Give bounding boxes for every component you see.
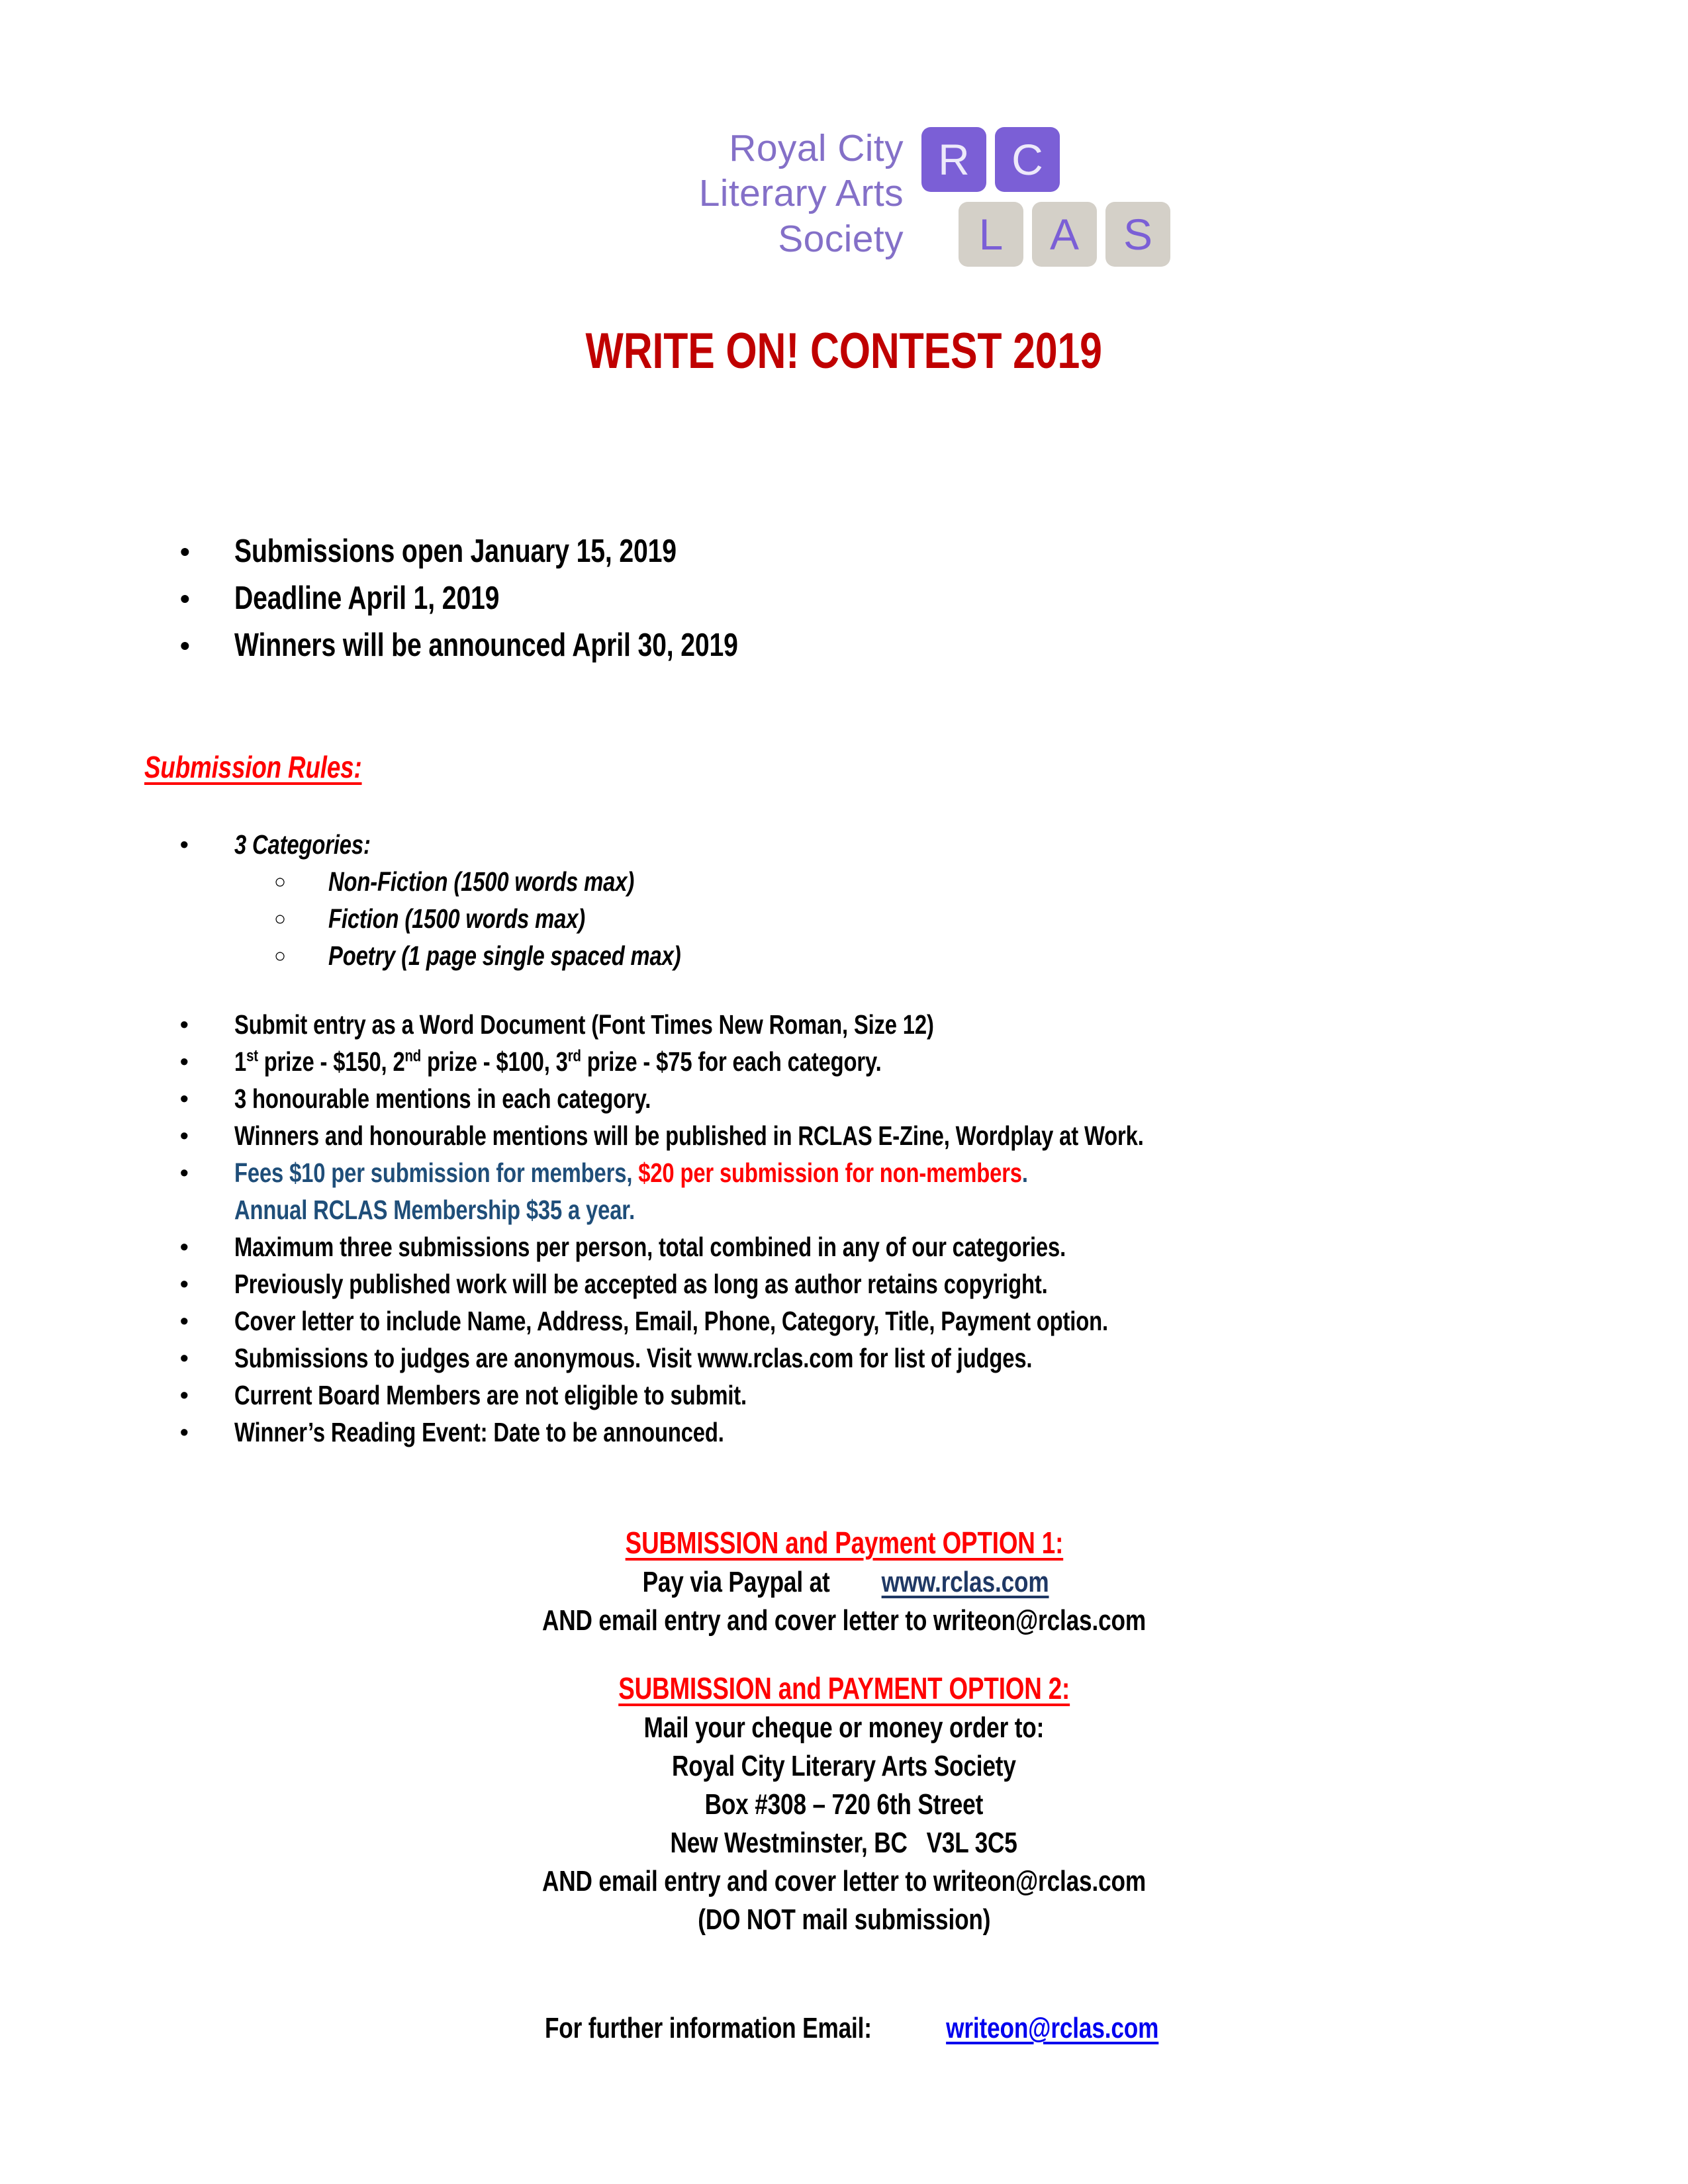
- membership-text: Annual RCLAS Membership $35 a year.: [234, 1195, 635, 1225]
- bullet-disc-icon: •: [180, 536, 190, 567]
- rule-text-fees: [234, 1154, 1028, 1191]
- bullet-disc-icon: •: [180, 1122, 189, 1149]
- contact-email-link[interactable]: writeon@rclas.com: [946, 2012, 1159, 2044]
- rule-text: Cover letter to include Name, Address, Email, Phone, Category, Title, Payment option.: [234, 1306, 1108, 1336]
- bullet-disc-icon: •: [180, 630, 190, 661]
- rclas-logo: [599, 126, 1153, 285]
- bullet-disc-icon: •: [180, 1159, 189, 1186]
- submission-option-1: [0, 1522, 1688, 1640]
- option-2-heading: [0, 1668, 1688, 1709]
- rule-text: Current Board Members are not eligible to submit.: [234, 1380, 747, 1410]
- logo-wordmark-line-3: Society: [778, 217, 904, 260]
- category-text: Non-Fiction (1500 words max): [328, 866, 635, 897]
- key-date-text: Submissions open January 15, 2019: [234, 533, 677, 569]
- rule-item-fees: [176, 1154, 1566, 1191]
- bullet-disc-icon: •: [180, 583, 190, 614]
- option-2-heading-text: SUBMISSION and PAYMENT OPTION 2:: [618, 1671, 1070, 1706]
- rule-item-anonymous: [176, 1340, 1566, 1377]
- rclas-website-link[interactable]: www.rclas.com: [881, 1566, 1049, 1598]
- rule-item-submit-format: [176, 1006, 1566, 1043]
- logo-tile-r: R: [921, 127, 986, 192]
- bullet-disc-icon: •: [180, 1233, 189, 1260]
- key-date-item: [176, 575, 1500, 622]
- option-2-line: [0, 1862, 1688, 1901]
- rule-item-prizes: [176, 1043, 1566, 1080]
- category-item: [176, 863, 1500, 900]
- rule-item-maximum: [176, 1228, 1566, 1265]
- option-2-line: [0, 1709, 1688, 1747]
- rule-text: Maximum three submissions per person, total combined in any of our categories.: [234, 1232, 1066, 1262]
- option-2-line-text: (DO NOT mail submission): [697, 1903, 991, 1936]
- option-2-line-text: Royal City Literary Arts Society: [672, 1750, 1016, 1782]
- option-2-line-text: Mail your cheque or money order to:: [643, 1711, 1045, 1744]
- submission-option-2: [0, 1668, 1688, 1939]
- option-1-heading-text: SUBMISSION and Payment OPTION 1:: [625, 1525, 1063, 1560]
- bullet-disc-icon: •: [180, 1011, 189, 1038]
- fees-separator: ,: [626, 1158, 639, 1188]
- prize-3-text: prize - $75 for each category.: [581, 1046, 882, 1077]
- option-2-line: [0, 1786, 1688, 1824]
- prize-1-number: 1: [234, 1046, 247, 1077]
- option-1-email-line: [0, 1602, 1688, 1640]
- page-title-text: WRITE ON! CONTEST 2019: [585, 323, 1103, 379]
- rule-text: Winner’s Reading Event: Date to be announced.: [234, 1417, 724, 1447]
- category-text: Fiction (1500 words max): [328, 903, 586, 934]
- category-item: [176, 937, 1500, 974]
- key-date-item: [176, 528, 1500, 575]
- bullet-disc-icon: •: [180, 831, 189, 858]
- logo-wordmark: [599, 126, 904, 261]
- option-2-line: [0, 1901, 1688, 1939]
- rule-item-published: [176, 1117, 1566, 1154]
- logo-tile-s: S: [1105, 202, 1170, 267]
- rule-text: 3 honourable mentions in each category.: [234, 1083, 651, 1114]
- rule-item-membership: [176, 1191, 1566, 1228]
- key-date-item: [176, 622, 1500, 669]
- prize-3-number: 3: [555, 1046, 568, 1077]
- fees-period: .: [1021, 1158, 1028, 1188]
- prize-1-ordinal: st: [246, 1046, 258, 1066]
- rule-item-cover-letter: [176, 1302, 1566, 1340]
- bullet-disc-icon: •: [180, 1381, 189, 1408]
- logo-tile-a: A: [1032, 202, 1097, 267]
- logo-tile-l: L: [959, 202, 1023, 267]
- bullet-disc-icon: •: [180, 1085, 189, 1112]
- bullet-disc-icon: •: [180, 1418, 189, 1445]
- footer-prefix: For further information Email:: [544, 2012, 878, 2044]
- bullet-circle-icon: ○: [274, 945, 287, 967]
- option-1-heading: [0, 1522, 1688, 1563]
- option-1-pay-prefix: Pay via Paypal at: [642, 1566, 837, 1598]
- prize-1-text: prize - $150,: [258, 1046, 393, 1077]
- categories-label-row: [176, 826, 1500, 863]
- submission-rules-heading: [144, 749, 416, 785]
- option-2-line: [0, 1747, 1688, 1786]
- bullet-disc-icon: •: [180, 1307, 189, 1334]
- rule-text-prizes: [234, 1043, 882, 1080]
- prize-3-ordinal: rd: [567, 1046, 581, 1066]
- submission-rules-heading-text: Submission Rules:: [144, 750, 362, 784]
- prize-2-text: prize - $100,: [421, 1046, 556, 1077]
- logo-letter-tiles: [921, 127, 1153, 283]
- page-title: [0, 322, 1688, 380]
- rule-text: Submit entry as a Word Document (Font Times New Roman, Size 12): [234, 1009, 934, 1040]
- category-item: [176, 900, 1500, 937]
- bullet-circle-icon: ○: [274, 908, 287, 930]
- rule-item-honourable: [176, 1080, 1566, 1117]
- rule-text: Submissions to judges are anonymous. Visit www.rclas.com for list of judges.: [234, 1343, 1033, 1373]
- option-1-email-text: AND email entry and cover letter to writeon@rclas.com: [541, 1604, 1146, 1637]
- rule-text: Winners and honourable mentions will be published in RCLAS E-Zine, Wordplay at Work.: [234, 1120, 1144, 1151]
- key-date-text: Deadline April 1, 2019: [234, 580, 500, 616]
- footer-line: [0, 2009, 1688, 2048]
- fees-nonmembers-text: $20 per submission for non-members: [638, 1158, 1022, 1188]
- footer-contact: [0, 2009, 1688, 2048]
- key-dates-list: [176, 528, 1500, 669]
- bullet-disc-icon: •: [180, 1344, 189, 1371]
- bullet-circle-icon: ○: [274, 871, 287, 893]
- category-text: Poetry (1 page single spaced max): [328, 940, 681, 971]
- bullet-disc-icon: •: [180, 1048, 189, 1075]
- key-date-text: Winners will be announced April 30, 2019: [234, 627, 738, 663]
- option-2-line-text: AND email entry and cover letter to writeon@rclas.com: [541, 1865, 1146, 1897]
- rule-item-previously-published: [176, 1265, 1566, 1302]
- option-2-line: [0, 1824, 1688, 1862]
- option-1-pay-line: [0, 1563, 1688, 1602]
- bullet-disc-icon: •: [180, 1270, 189, 1297]
- prize-2-number: 2: [393, 1046, 405, 1077]
- categories-label: 3 Categories:: [234, 829, 371, 860]
- option-2-line-text: Box #308 – 720 6th Street: [704, 1788, 984, 1821]
- logo-tile-c: C: [995, 127, 1060, 192]
- rule-text: Previously published work will be accepted as long as author retains copyright.: [234, 1269, 1048, 1299]
- logo-wordmark-line-1: Royal City: [729, 127, 904, 169]
- rules-list: [176, 1006, 1566, 1451]
- rule-item-board-members: [176, 1377, 1566, 1414]
- categories-list: [176, 826, 1500, 974]
- rule-item-reading-event: [176, 1414, 1566, 1451]
- prize-2-ordinal: nd: [404, 1046, 422, 1066]
- logo-wordmark-line-2: Literary Arts: [698, 172, 904, 215]
- fees-members-text: Fees $10 per submission for members: [234, 1158, 627, 1188]
- option-2-line-text: New Westminster, BC V3L 3C5: [670, 1827, 1018, 1859]
